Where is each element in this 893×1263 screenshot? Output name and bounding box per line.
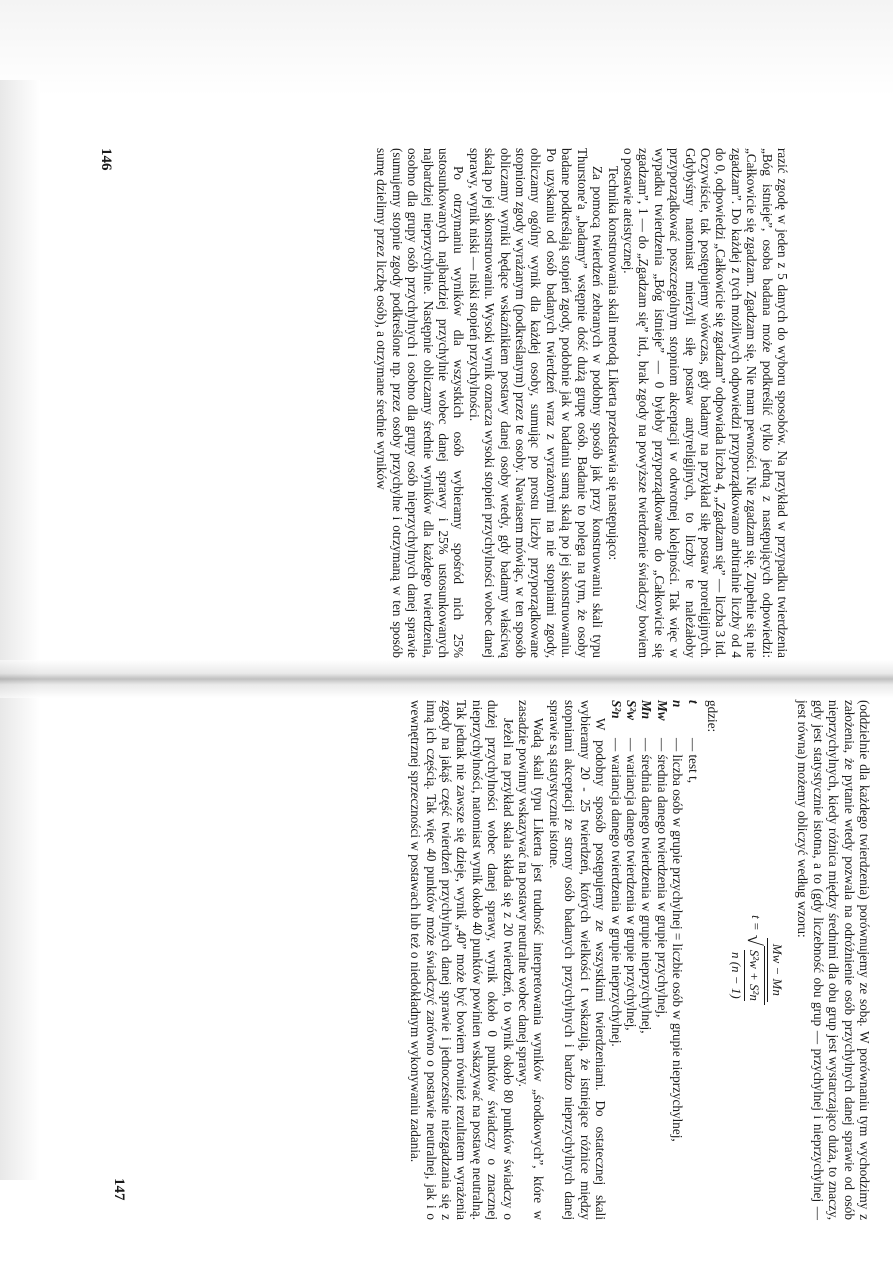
book-gutter [0, 660, 893, 698]
radicand [728, 946, 765, 1005]
definition-text: — średnia danego twierdzenia w grupie nieprzychylnej, [639, 738, 655, 1034]
paragraph: Technika konstruowania skali metodą Likerta przedstawia się następująco: [605, 166, 621, 561]
definition-symbol: S²n [608, 700, 624, 719]
where-label: gdzie: [704, 700, 720, 733]
page-number: 146 [98, 148, 114, 171]
formula-lhs: t = [749, 915, 765, 931]
radical-sign-icon: √ [742, 934, 765, 946]
definition-symbol: n [670, 700, 686, 708]
paragraph: Za pomocą twierdzeń zebranych w podobny sposób jak przy konstruowaniu skali typu Thurstone'a „badamy” wstępnie dość dużą grupę osób. Badanie to polega na tym, że osoby badane podkreślają stopień zgody, podobnie jak w badaniu samą skalą po jej skonstruowaniu. Po uzyskaniu od osób badanych twierdzeń wraz z wyrażonymi na nie stopniami zgody, obliczamy ogólny wynik dla każdej osoby, sumując po prostu liczby przyporządkowane stopniom zgody wyrażanym (podkreślanym) przez te osoby. Nawiasem mówiąc, w ten sposób obliczamy wyniki będące wskaźnikiem postawy danej osoby wtedy, gdy badamy właściwą skalą po jej skonstruowaniu. Wysoki wynik oznacza wysoki stopień przychylności wobec danej sprawy, wynik niski — niski stopień przychylności. [466, 148, 606, 658]
page-147 [92, 700, 872, 1220]
page-number: 147 [111, 1178, 127, 1201]
paragraph: Wadą skali typu Likerta jest trudność interpretowania wyników „środkowych”, które w zasadzie powinny wskazywać na postawy neutralne wobec danej sprawy. [516, 700, 547, 1220]
definition-symbol: Mn [639, 700, 655, 720]
paragraph: Po otrzymaniu wyników dla wszystkich osób wybieramy spośród nich 25% ustosunkowanych najbardziej przychylnie wobec danej sprawy i 25% ustosunkowanych najbardziej nieprzychylnie. Następnie obliczamy średnie wyników dla każdego twierdzenia, osobno dla grupy osób przychylnych i osobno dla grupy osób nieprzychylnych danej sprawie (sumujemy stopnie zgody podkreślone np. przez osoby przychylne i otrzymaną w ten sposób sumę dzielimy przez liczbę osób), a otrzymane średnie wyników [374, 148, 467, 658]
page-146 [90, 148, 790, 658]
page-146-text [374, 148, 790, 658]
square-root [728, 935, 765, 1005]
page-147-text [408, 700, 872, 1220]
definition-item [654, 700, 669, 1220]
paragraph: W podobny sposób postępujemy ze wszystkimi twierdzeniami. Do ostatecznej skali wybieramy 20 - 25 twierdzeń, których wielkości t wskazują, że istniejące różnice między stopniami akceptacji ze strony osób badanych przychylnych i bardzo nieprzychylnych danej sprawie są statystycznie istotne. [546, 700, 609, 1220]
definition-text: — liczba osób w grupie przychylnej = liczbie osób w grupie nieprzychylnej, [670, 738, 686, 1142]
definition-symbol: S²w [623, 700, 639, 721]
paragraph: razić zgodę w jeden z 5 danych do wyboru sposobów. Na przykład w przypadku twierdzenia „Bóg istnieje”, osoba badana może podkreślić tylko jedną z następujących odpowiedzi: „Całkowicie się zgadzam. Zgadzam się. Nie mam pewności. Nie zgadzam się. Zupełnie się nie zgadzam”. Do każdej z tych możliwych odpowiedzi przyporządkowano arbitralnie liczby od 4 do 0, odpowiedzi „Całkowicie się zgadzam” odpowiada liczba 4, „Zgadzam się” — liczba 3 itd. Oczywiście, tak postępujemy wówczas, gdy badamy na przykład siłę postaw proreligijnych. Gdybyśmy natomiast mierzyli siłę postaw antyreligijnych, to liczby te należałoby przyporządkować poszczególnym stopniom akceptacji w odwrotnej kolejności. Tak więc w wypadku twierdzenia „Bóg istnieje” — 0 byłoby przyporządkowane do „Całkowicie się zgadzam”, 1 — do „Zgadzam się” itd., brak zgody na powyższe twierdzenie świadczy bowiem o postawie ateistycznej. [620, 148, 790, 658]
definition-text: — wariancja danego twierdzenia w grupie nieprzychylnej. [608, 738, 624, 1047]
definition-item [685, 700, 700, 1220]
paragraph: Jeżeli na przykład skala składa się z 20 twierdzeń, to wynik około 80 punktów świadczy o dużej przychylności wobec danej sprawy, wynik około 0 punktów świadczy o znacznej nieprzychylności, natomiast wynik około 40 punktów powinien wskazywać na postawę neutralną. Tak jednak nie zawsze się dzieje, wynik „40” może być bowiem również rezultatem wyrażenia zgody na jakąś część twierdzeń przychylnych danej sprawie i jednocześnie niezgadzania się z inną ich częścią. Tak więc 40 punktów może świadczyć zarówno o postawie neutralnej, jak i o wewnętrznej sprzeczności w postawach lub też o niedokładnym wykonywaniu zadania. [408, 700, 516, 1220]
formula-numerator: Mw − Mn [767, 938, 785, 1002]
definition-text: — test t, [685, 738, 701, 784]
formula-denominator [728, 935, 767, 1005]
t-test-formula [728, 700, 785, 1220]
scan-shadow-left [0, 80, 40, 1180]
scan-shadow-top [0, 0, 893, 96]
definition-item [608, 700, 623, 1220]
definition-list [608, 700, 700, 1220]
radicand-denominator: n (n − 1) [728, 951, 744, 999]
definition-item [670, 700, 685, 1220]
paragraph: (oddzielnie dla każdego twierdzenia) porównujemy ze sobą. W porównaniu tym wychodzimy z założenia, że pytanie wtedy pozwala na odróżnienie osób przychylnych danej sprawie od osób nieprzychylnych, kiedy różnica między średnimi dla obu grup jest wystarczająco duża, to znaczy, gdy jest statystycznie istotna, a to (gdy liczebność obu grup — przychylnej i nieprzychylnej — jest równa) możemy obliczyć według wzoru: [795, 700, 872, 1220]
definition-symbol: Mw [654, 700, 670, 721]
definition-text: — średnia danego twierdzenia w grupie przychylnej, [654, 738, 670, 1018]
definition-item [624, 700, 639, 1220]
definition-item [639, 700, 654, 1220]
definition-symbol: t [685, 700, 701, 704]
formula-fraction [728, 935, 785, 1005]
radicand-numerator: S²w + S²n [744, 950, 762, 1001]
definition-text: — wariancja danego twierdzenia w grupie przychylnej, [623, 738, 639, 1031]
